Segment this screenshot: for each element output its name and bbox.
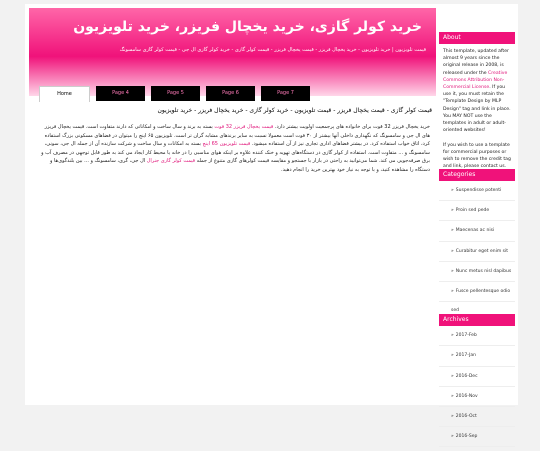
- license-link[interactable]: Creative Commons Attribution Non-Commercial License: [443, 70, 508, 91]
- categories-heading: Categories: [439, 169, 515, 181]
- archive-label: 2016-Dec: [455, 373, 478, 379]
- category-item[interactable]: [439, 282, 515, 314]
- bullet-icon: »: [451, 373, 454, 379]
- archives-heading: Archives: [439, 314, 515, 326]
- post-text-2: بسته به برند و سال ساخت و امکاناتی که دارند متفاوت است. قیمت یخچال فریزر های ال جی و سامسونگ که نگهداری داخلی آنها بیشتر از ۳۰ فوت است معمولا نسبت به سایر برندهای مشابه گران تر است. تلویزیون ۶۵ اینچ را میتوان در فضاهای مسکونی بزرگ استفاده کرد، اتاق خواب استفاده کرد. در بیشتر فضاهای اداری تجاری نیز از آن استفاده میشود.: [44, 124, 430, 147]
- archive-item[interactable]: [439, 387, 515, 407]
- archive-item[interactable]: [439, 346, 515, 366]
- category-item[interactable]: [439, 221, 515, 241]
- bullet-icon: »: [451, 353, 454, 359]
- about-text-2: . If you use it, you must retain the "Template Design by MLP Design" tag and link in place. You MAY NOT use the templates in adult or adult-oriented websites!: [443, 85, 511, 134]
- bullet-icon: »: [451, 413, 454, 419]
- post-link-ac[interactable]: قیمت کولر گازی جنرال: [146, 158, 196, 164]
- post-title: قیمت کولر گازی - قیمت یخچال فریزر - قیمت تلویزیون - خرید کولر گازی - خرید یخچال فریزر - خرید تلویزیون: [157, 107, 432, 114]
- about-heading: About: [439, 32, 515, 44]
- tab-page-6[interactable]: Page 6: [206, 86, 255, 101]
- post-text-1: خرید یخچال فریزر 32 قوت برای خانواده های پرجمعیت اولویت بیشتر دارد.: [274, 124, 430, 130]
- site-tagline: قیمت تلویزیون | خرید تلویزیون - خرید یخچال فریزر - قیمت یخچال فریزر - قیمت کولر گازی - خرید کولر گازی ال جی - قیمت کولر گازی سامسونگ: [119, 47, 426, 53]
- archive-item[interactable]: [439, 427, 515, 447]
- archive-label: 2016-Nov: [455, 393, 478, 399]
- archive-label: 2016-Oct: [455, 413, 477, 419]
- bullet-icon: »: [451, 188, 454, 193]
- category-label: Proin sed pede: [455, 208, 490, 214]
- post-body: [35, 123, 430, 174]
- bullet-icon: »: [451, 268, 454, 274]
- archive-label: 2016-Sep: [455, 434, 478, 440]
- post-text-3: بسته به امکانات و سال ساخت و شرکت سازنده آن از جمله ال جی، سونی، سامسونگ و ... متفاوت است. استفاده از کولر گازی در دستگاه‌های تهویه و خنک کننده علاوه بر اینکه هوای مناسبی را در خانه یا محیط کار ایجاد می کند به طور قابل توجهی در مصرف آب و برق صرفه‌جویی می کند. شما می‌توانید به راحتی در بازار با جستجو و مقایسه قیمت کولرهای گازی متنوع از جمله: [41, 141, 430, 164]
- about-text: [439, 44, 515, 170]
- sidebar: [439, 32, 515, 451]
- category-label: Suspendisse potenti: [455, 188, 502, 193]
- category-item[interactable]: [439, 242, 515, 262]
- about-text-3: If you wish to use a template for commercial purposes or wish to remove the credit tag and link, please contact us.: [443, 142, 511, 170]
- header-banner: [29, 8, 436, 96]
- bullet-icon: »: [451, 333, 454, 339]
- bullet-icon: »: [451, 228, 454, 234]
- categories-list: [439, 181, 515, 314]
- archive-item[interactable]: [439, 407, 515, 427]
- category-label: Maecenas ac nisi: [455, 228, 495, 234]
- tab-page-5[interactable]: Page 5: [151, 86, 200, 101]
- archives-list: [439, 326, 515, 451]
- category-label: Nunc metus nisl dapibus: [455, 268, 512, 274]
- tab-home[interactable]: Home: [39, 86, 90, 102]
- archive-label: 2017-Jan: [455, 353, 477, 359]
- about-text-1: This template, updated after almost 9 years since the original release in 2008, is released under the: [443, 49, 509, 76]
- category-item[interactable]: [439, 262, 515, 282]
- nav-tabs: [39, 86, 310, 101]
- tab-page-4[interactable]: Page 4: [96, 86, 145, 101]
- category-label: Fusce pellentesque odio sed: [451, 288, 511, 314]
- archive-item[interactable]: [439, 326, 515, 346]
- post-text-4: ال جی، گری، سامسونگ و ... بین بلندگوی‌ها و دستگاه را مشاهده کنید، و با توجه به نیاز خود بهترین خرید را انجام دهید.: [50, 158, 430, 173]
- archive-item[interactable]: [439, 367, 515, 387]
- tab-page-7[interactable]: Page 7: [261, 86, 310, 101]
- bullet-icon: »: [451, 393, 454, 399]
- bullet-icon: »: [451, 288, 454, 294]
- site-title[interactable]: خرید کولر گازی، خرید یخچال فریزر، خرید تلویزیون: [73, 19, 422, 35]
- bullet-icon: »: [451, 248, 454, 254]
- bullet-icon: »: [451, 434, 454, 440]
- page-container: [25, 4, 518, 440]
- bullet-icon: »: [451, 208, 454, 214]
- post-link-tv[interactable]: قیمت تلویزیون 65 اینچ: [202, 141, 251, 147]
- category-label: Curabitur eget enim sit: [455, 248, 509, 254]
- post-link-fridge[interactable]: قیمت یخچال فریزر 32 فوت: [214, 124, 274, 130]
- archive-label: 2017-Feb: [455, 333, 477, 339]
- category-item[interactable]: [439, 201, 515, 221]
- category-item[interactable]: [439, 181, 515, 201]
